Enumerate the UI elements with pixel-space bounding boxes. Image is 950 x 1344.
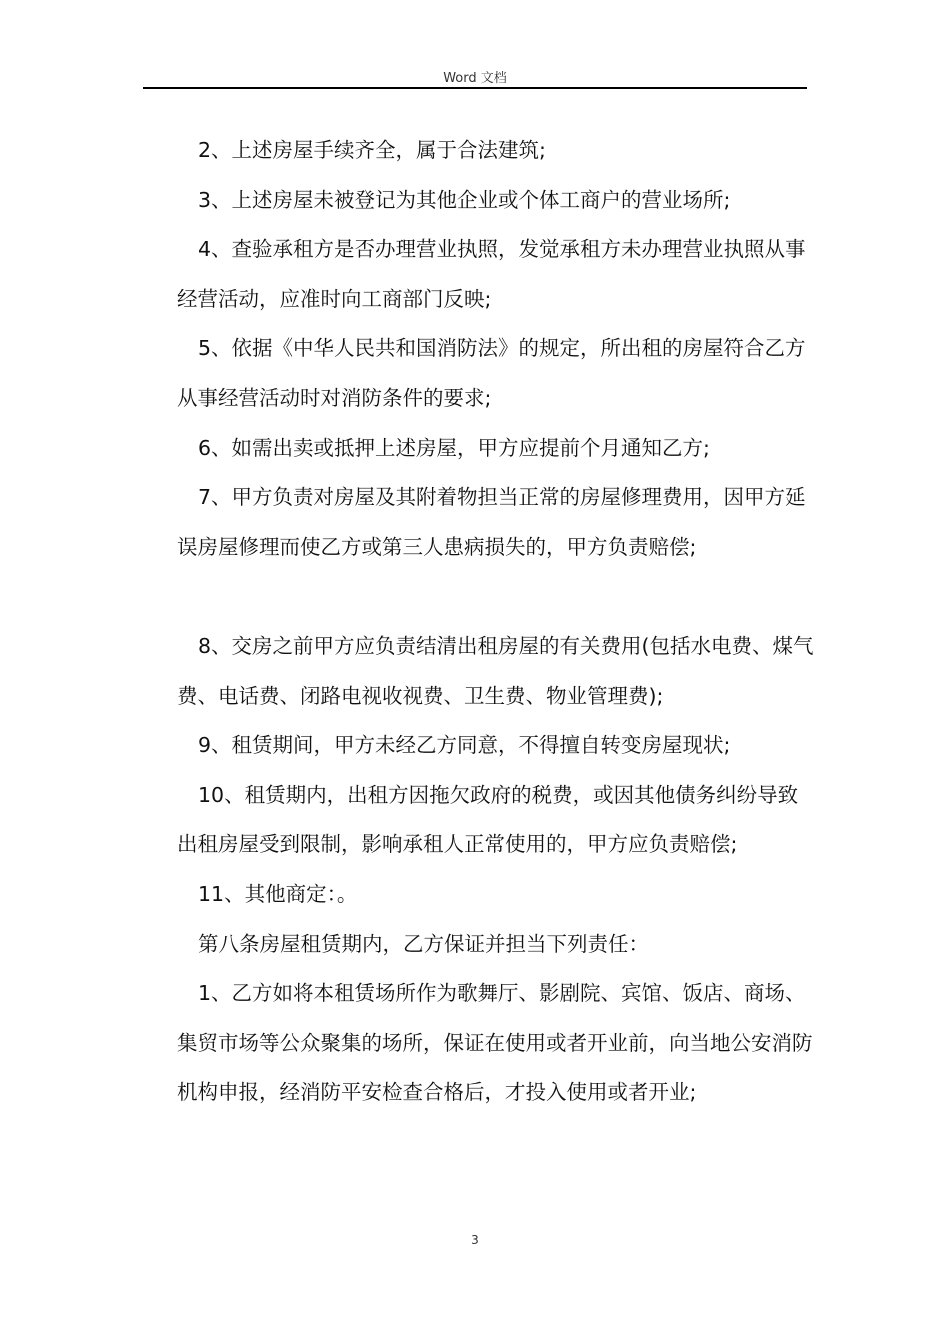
paragraph-item-10: 10、租赁期内，出租方因拖欠政府的税费，或因其他债务纠纷导致出租房屋受到限制，影响承租人正常使用的，甲方应负责赔偿; <box>177 782 799 857</box>
paragraph-item-6: 6、如需出卖或抵押上述房屋，甲方应提前个月通知乙方; <box>198 435 710 460</box>
header-divider <box>143 87 807 89</box>
page-number: 3 <box>471 1233 479 1247</box>
document-body <box>177 126 817 1118</box>
page-header-title: Word 文档 <box>443 71 507 86</box>
paragraph-article-eight-item-1: 1、乙方如将本租赁场所作为歌舞厅、影剧院、宾馆、饭店、商场、集贸市场等公众聚集的场所，保证在使用或者开业前，向当地公安消防机构申报，经消防平安检查合格后，才投入使用或者开业; <box>177 981 813 1105</box>
paragraph-item-9: 9、租赁期间，甲方未经乙方同意，不得擅自转变房屋现状; <box>198 733 731 758</box>
article-eight-heading: 第八条房屋租赁期内，乙方保证并担当下列责任： <box>198 931 649 956</box>
paragraph-item-2: 2、上述房屋手续齐全，属于合法建筑; <box>198 138 546 162</box>
blank-line <box>177 572 817 622</box>
paragraph-item-4: 4、查验承租方是否办理营业执照，发觉承租方未办理营业执照从事经营活动，应准时向工商部门反映; <box>177 237 806 311</box>
paragraph-item-8: 8、交房之前甲方应负责结清出租房屋的有关费用(包括水电费、煤气费、电话费、闭路电视收视费、卫生费、物业管理费); <box>177 633 814 708</box>
paragraph-item-11: 11、其他商定：。 <box>198 881 358 906</box>
paragraph-item-7: 7、甲方负责对房屋及其附着物担当正常的房屋修理费用，因甲方延误房屋修理而使乙方或第三人患病损失的，甲方负责赔偿; <box>177 485 806 559</box>
paragraph-item-3: 3、上述房屋未被登记为其他企业或个体工商户的营业场所; <box>198 187 731 212</box>
paragraph-item-5: 5、依据《中华人民共和国消防法》的规定，所出租的房屋符合乙方从事经营活动时对消防条件的要求; <box>177 336 806 410</box>
